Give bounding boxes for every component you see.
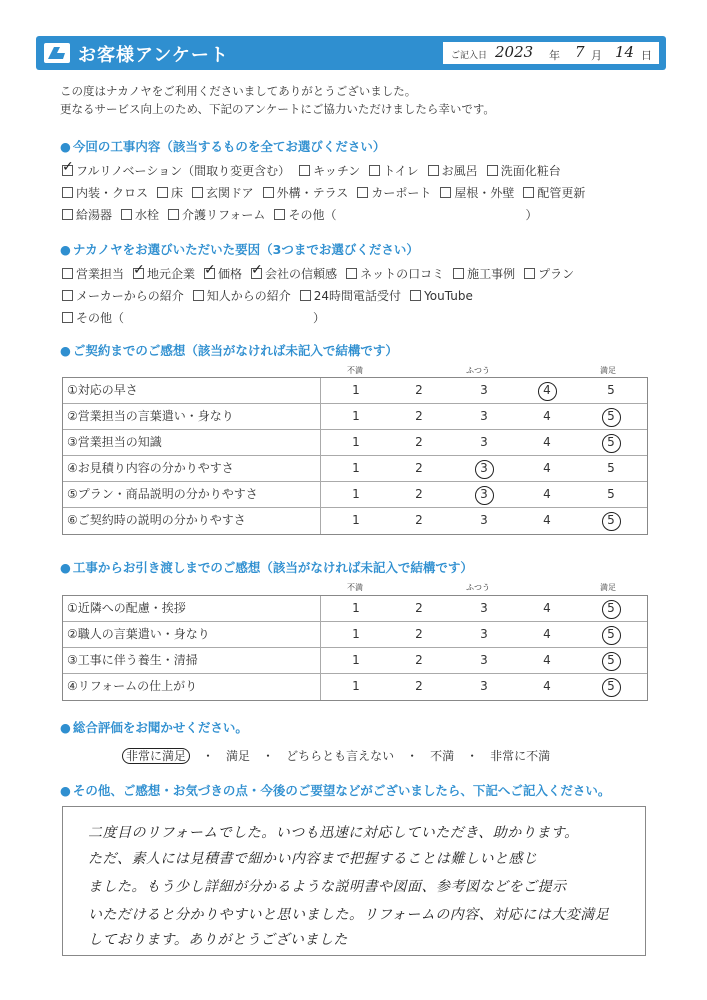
q1-option[interactable] <box>62 162 290 179</box>
q2-option[interactable] <box>62 287 184 304</box>
scale-high-label: 満足 <box>600 366 616 375</box>
rating-option-5[interactable]: 5 <box>607 487 615 501</box>
overall-option[interactable]: 非常に不満 <box>490 749 551 763</box>
rating-option-3[interactable]: 3 <box>480 653 488 667</box>
q2-options-row-1 <box>62 265 583 282</box>
other-paren-close: ） <box>525 208 538 222</box>
rating-option-2[interactable]: 2 <box>415 653 423 667</box>
q2-option[interactable] <box>133 265 195 282</box>
q2-option[interactable] <box>346 265 444 282</box>
other-paren-close: ） <box>313 311 326 325</box>
q2-option[interactable] <box>410 289 473 303</box>
option-label: 玄関ドア <box>206 186 254 200</box>
scale-low-label: 不満 <box>347 366 363 375</box>
option-label: 会社の信頼感 <box>265 267 338 281</box>
page-title: お客様アンケート <box>78 45 229 66</box>
checkbox[interactable] <box>357 187 368 198</box>
option-label: トイレ <box>383 164 419 178</box>
rating-option-2[interactable]: 2 <box>415 409 423 423</box>
checkbox[interactable] <box>168 209 179 220</box>
overall-option[interactable]: どちらとも言えない <box>286 749 395 763</box>
option-label: 屋根・外壁 <box>454 186 515 200</box>
scale-low-label-2: 不満 <box>347 583 363 592</box>
option-label: 価格 <box>218 267 243 281</box>
separator-dot: ・ <box>202 749 215 763</box>
rating-option-4[interactable]: 4 <box>536 378 558 403</box>
date-year-value: 2023 <box>495 43 534 61</box>
separator-dot: ・ <box>406 749 419 763</box>
option-label: 知人からの紹介 <box>206 289 291 303</box>
rating-item-label: ②職人の言葉遣い・身なり <box>63 622 321 647</box>
overall-option[interactable]: 非常に満足 <box>122 748 190 764</box>
rating-option-4[interactable]: 4 <box>543 653 551 667</box>
rating-row <box>63 482 647 508</box>
q2-heading: ● ナカノヤをお選びいただいた要因（3つまでお選びください） <box>60 240 419 258</box>
q2-option[interactable] <box>300 287 401 304</box>
rating-option-1[interactable]: 1 <box>352 653 360 667</box>
q2-options-row-2 <box>62 287 482 304</box>
rating-row <box>63 404 647 430</box>
rating-option-4[interactable]: 4 <box>543 461 551 475</box>
q1-option[interactable] <box>121 206 159 223</box>
checkbox[interactable] <box>204 268 215 279</box>
q1-option[interactable] <box>263 184 349 201</box>
rating-option-3[interactable]: 3 <box>473 456 495 481</box>
rating-item-label: ④リフォームの仕上がり <box>63 674 321 700</box>
option-label: その他（ <box>288 208 337 222</box>
checkbox[interactable] <box>251 268 262 279</box>
rating-row <box>63 648 647 674</box>
q6-heading: ● その他、ご感想・お気づきの点・今後のご要望などがございましたら、下記へご記入ください。 <box>60 781 610 799</box>
rating-option-4[interactable]: 4 <box>543 435 551 449</box>
checkbox[interactable] <box>453 268 464 279</box>
comment-line-4: いただけると分かりやすいと思いました。リフォームの内容、対応には大変満足 <box>88 907 610 923</box>
option-label: カーポート <box>371 186 432 200</box>
rating-option-2[interactable]: 2 <box>415 435 423 449</box>
overall-rating-options <box>122 747 562 764</box>
company-logo <box>44 43 70 63</box>
rating-row <box>63 596 647 622</box>
rating-item-label: ④お見積り内容の分かりやすさ <box>63 456 321 481</box>
scale-mid-label: ふつう <box>466 366 490 375</box>
rating-option-2[interactable]: 2 <box>415 679 423 693</box>
option-label: 配管更新 <box>537 186 586 200</box>
overall-option[interactable]: 満足 <box>226 749 251 763</box>
rating-option-1[interactable]: 1 <box>352 679 360 693</box>
option-label: 24時間電話受付 <box>313 289 402 303</box>
rating-option-4[interactable]: 4 <box>543 487 551 501</box>
rating-option-1[interactable]: 1 <box>352 627 360 641</box>
rating-option-4[interactable]: 4 <box>543 601 551 615</box>
rating-item-label: ①近隣への配慮・挨拶 <box>63 596 321 621</box>
rating-option-5[interactable]: 5 <box>600 404 622 429</box>
comment-line-2: ただ、素人には見積書で細かい内容まで把握することは難しいと感じ <box>88 851 538 867</box>
checkbox[interactable] <box>62 268 73 279</box>
header-bar <box>36 36 666 70</box>
q1-options-row-1 <box>62 162 570 179</box>
option-label: 地元企業 <box>147 267 196 281</box>
rating-item-label: ①対応の早さ <box>63 378 321 403</box>
checkbox[interactable] <box>62 290 73 301</box>
rating-option-2[interactable]: 2 <box>415 627 423 641</box>
rating-option-5[interactable]: 5 <box>607 461 615 475</box>
q1-option[interactable] <box>274 206 336 223</box>
rating-option-5[interactable]: 5 <box>600 596 622 621</box>
q4-rating-table <box>62 595 648 701</box>
q1-option[interactable] <box>487 162 561 179</box>
rating-option-4[interactable]: 4 <box>543 679 551 693</box>
date-day-value: 14 <box>615 43 635 61</box>
checkbox[interactable] <box>299 165 310 176</box>
rating-option-2[interactable]: 2 <box>415 601 423 615</box>
rating-option-1[interactable]: 1 <box>352 487 360 501</box>
rating-option-1[interactable]: 1 <box>352 409 360 423</box>
option-label: フルリノベーション（間取り変更含む） <box>76 164 291 178</box>
option-label: メーカーからの紹介 <box>76 289 184 303</box>
option-label: その他（ <box>76 311 125 325</box>
option-label: 介護リフォーム <box>182 208 266 222</box>
rating-option-5[interactable]: 5 <box>600 648 622 673</box>
rating-option-4[interactable]: 4 <box>543 513 551 527</box>
q1-option[interactable] <box>157 184 183 201</box>
checkbox[interactable] <box>193 290 204 301</box>
rating-row <box>63 456 647 482</box>
checkbox[interactable] <box>62 165 73 176</box>
rating-option-5[interactable]: 5 <box>600 674 622 699</box>
option-label: 営業担当 <box>76 267 125 281</box>
q1-option[interactable] <box>62 184 148 201</box>
date-month-unit: 月 <box>591 49 602 62</box>
rating-item-label: ⑤プラン・商品説明の分かりやすさ <box>63 482 321 507</box>
q3-rating-table <box>62 377 648 535</box>
q2-option[interactable] <box>193 287 291 304</box>
rating-option-3[interactable]: 3 <box>480 601 488 615</box>
q1-option[interactable] <box>62 206 112 223</box>
checkbox[interactable] <box>346 268 357 279</box>
scale-high-label-2: 満足 <box>600 583 616 592</box>
q2-option[interactable] <box>524 265 574 282</box>
q2-option[interactable] <box>62 309 124 326</box>
rating-option-1[interactable]: 1 <box>352 435 360 449</box>
rating-option-4[interactable]: 4 <box>543 409 551 423</box>
intro-line-2: 更なるサービス向上のため、下記のアンケートにご協力いただけましたら幸いです。 <box>60 102 495 116</box>
date-label: ご記入日 <box>451 51 488 61</box>
rating-option-3[interactable]: 3 <box>480 409 488 423</box>
q1-option[interactable] <box>369 162 418 179</box>
rating-item-label: ③工事に伴う養生・清掃 <box>63 648 321 673</box>
rating-row <box>63 508 647 534</box>
q1-option[interactable] <box>523 184 585 201</box>
q1-option[interactable] <box>357 184 431 201</box>
checkbox[interactable] <box>121 209 132 220</box>
q4-heading: ● 工事からお引き渡しまでのご感想（該当がなければ未記入で結構です） <box>60 558 473 576</box>
q1-option[interactable] <box>168 206 265 223</box>
rating-option-2[interactable]: 2 <box>415 513 423 527</box>
rating-row <box>63 674 647 700</box>
q1-heading: ● 今回の工事内容（該当するものを全てお選びください） <box>60 137 385 155</box>
q2-option[interactable] <box>204 265 242 282</box>
option-label: お風呂 <box>441 164 478 178</box>
comment-line-1: 二度目のリフォームでした。いつも迅速に対応していただき、助かります。 <box>88 825 579 841</box>
rating-option-5[interactable]: 5 <box>600 430 622 455</box>
rating-row <box>63 378 647 404</box>
option-label: 床 <box>171 186 184 200</box>
checkbox[interactable] <box>62 209 73 220</box>
checkbox[interactable] <box>62 187 73 198</box>
checkbox[interactable] <box>428 165 439 176</box>
checkbox[interactable] <box>523 187 534 198</box>
rating-option-3[interactable]: 3 <box>480 435 488 449</box>
rating-option-5[interactable]: 5 <box>600 508 622 533</box>
option-label: 給湯器 <box>76 208 113 222</box>
comment-line-5: しております。ありがとうございました <box>88 932 348 948</box>
date-field[interactable] <box>442 41 660 65</box>
checkbox[interactable] <box>192 187 203 198</box>
checkbox[interactable] <box>440 187 451 198</box>
rating-option-4[interactable]: 4 <box>543 627 551 641</box>
option-label: プラン <box>538 267 575 281</box>
q1-option[interactable] <box>440 184 514 201</box>
rating-item-label: ⑥ご契約時の説明の分かりやすさ <box>63 508 321 534</box>
rating-option-3[interactable]: 3 <box>480 383 488 397</box>
q2-options-row-3 <box>62 309 325 326</box>
overall-option[interactable]: 不満 <box>430 749 455 763</box>
rating-option-1[interactable]: 1 <box>352 601 360 615</box>
rating-option-3[interactable]: 3 <box>480 679 488 693</box>
rating-option-2[interactable]: 2 <box>415 383 423 397</box>
separator-dot: ・ <box>466 749 479 763</box>
option-label: 洗面化粧台 <box>500 164 561 178</box>
checkbox[interactable] <box>274 209 285 220</box>
scale-mid-label-2: ふつう <box>466 583 490 592</box>
q1-options-row-3 <box>62 206 537 223</box>
q2-option[interactable] <box>251 265 337 282</box>
checkbox[interactable] <box>263 187 274 198</box>
checkbox[interactable] <box>369 165 380 176</box>
rating-option-2[interactable]: 2 <box>415 487 423 501</box>
rating-row <box>63 622 647 648</box>
date-year-unit: 年 <box>549 49 560 62</box>
rating-option-1[interactable]: 1 <box>352 461 360 475</box>
rating-item-label: ③営業担当の知識 <box>63 430 321 455</box>
option-label: ネットの口コミ <box>360 267 445 281</box>
rating-item-label: ②営業担当の言葉遣い・身なり <box>63 404 321 429</box>
rating-option-3[interactable]: 3 <box>473 482 495 507</box>
rating-option-1[interactable]: 1 <box>352 513 360 527</box>
rating-row <box>63 430 647 456</box>
option-label: 水栓 <box>135 208 160 222</box>
checkbox[interactable] <box>487 165 498 176</box>
rating-option-5[interactable]: 5 <box>607 383 615 397</box>
q1-option[interactable] <box>192 184 254 201</box>
checkbox[interactable] <box>524 268 535 279</box>
q1-option[interactable] <box>299 162 360 179</box>
option-label: 施工事例 <box>467 267 516 281</box>
option-label: キッチン <box>313 164 361 178</box>
rating-option-5[interactable]: 5 <box>600 622 622 647</box>
checkbox[interactable] <box>410 290 421 301</box>
checkbox[interactable] <box>62 312 73 323</box>
checkbox[interactable] <box>300 290 311 301</box>
option-label: 外構・テラス <box>276 186 349 200</box>
q3-heading: ● ご契約までのご感想（該当がなければ未記入で結構です） <box>60 341 398 359</box>
date-month-value: 7 <box>575 43 585 61</box>
intro-line-1: この度はナカノヤをご利用くださいましてありがとうございました。 <box>60 84 417 98</box>
option-label: 内装・クロス <box>76 186 149 200</box>
checkbox[interactable] <box>133 268 144 279</box>
q2-option[interactable] <box>453 265 515 282</box>
q1-options-row-2 <box>62 184 594 201</box>
rating-option-1[interactable]: 1 <box>352 383 360 397</box>
date-day-unit: 日 <box>641 49 652 62</box>
checkbox[interactable] <box>157 187 168 198</box>
q5-heading: ● 総合評価をお聞かせください。 <box>60 718 248 736</box>
option-label: YouTube <box>424 289 473 303</box>
q1-option[interactable] <box>428 162 478 179</box>
rating-option-3[interactable]: 3 <box>480 627 488 641</box>
separator-dot: ・ <box>262 749 275 763</box>
q2-option[interactable] <box>62 265 124 282</box>
rating-option-3[interactable]: 3 <box>480 513 488 527</box>
comment-line-3: ました。もう少し詳細が分かるような説明書や図面、参考図などをご提示 <box>88 879 567 895</box>
rating-option-2[interactable]: 2 <box>415 461 423 475</box>
